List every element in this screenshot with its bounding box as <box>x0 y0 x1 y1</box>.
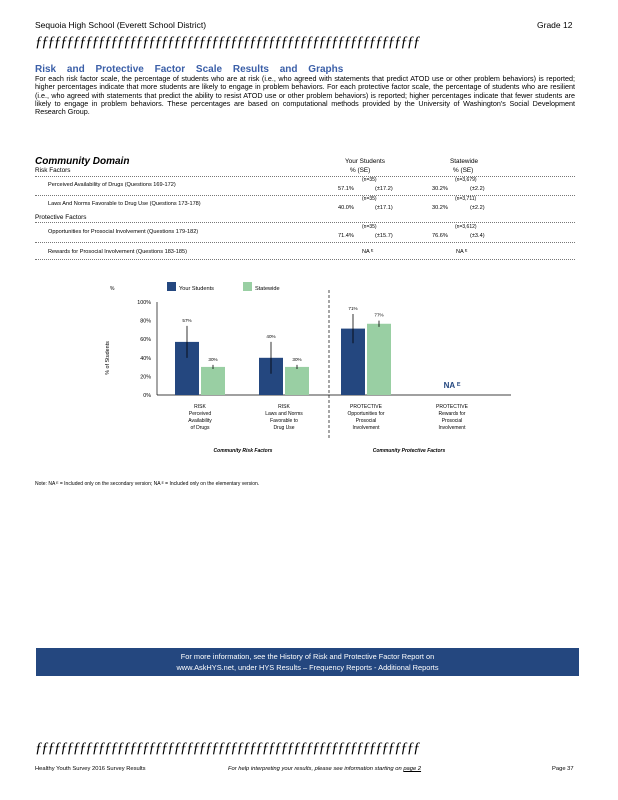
group-label-risk: Community Risk Factors <box>213 448 273 454</box>
legend-swatch-statewide <box>243 282 252 291</box>
category-label: RISK <box>278 404 290 410</box>
row-pct-students: 57.1% <box>338 186 354 192</box>
more-info-line2: www.AskHYS.net, under HYS Results – Frequency Reports - Additional Reports <box>176 663 439 672</box>
table-divider <box>35 176 575 177</box>
row-n-statewide: (n=3,612) <box>455 224 477 230</box>
y-tick-label: 80% <box>140 318 151 325</box>
row-se-statewide: (±2.2) <box>470 205 485 211</box>
table-divider <box>35 259 575 260</box>
category-label: Opportunities for <box>347 411 385 417</box>
bar-statewide-0 <box>201 367 225 395</box>
value-label-students-1: 40% <box>266 333 276 339</box>
col-header-statewide: Statewide <box>450 158 479 165</box>
bar-chart <box>95 278 515 458</box>
group-label-protective: Community Protective Factors <box>372 448 446 454</box>
col-header-students: Your Students <box>345 158 385 165</box>
category-label: Laws and Norms <box>265 411 303 417</box>
category-label: RISK <box>194 404 206 410</box>
row-n-students: (n=35) <box>362 196 377 202</box>
row-label: Perceived Availability of Drugs (Questions 169-172) <box>48 182 176 188</box>
row-se-students: (±15.7) <box>375 233 393 239</box>
y-axis-unit: % <box>110 286 115 292</box>
row-na-students: NA ᴱ <box>362 249 374 255</box>
help-text <box>228 766 421 772</box>
y-tick-label: 20% <box>140 374 151 381</box>
table-divider <box>35 242 575 243</box>
bar-statewide-2 <box>367 324 391 395</box>
page-number: Page 37 <box>552 766 574 772</box>
y-tick-label: 60% <box>140 337 151 344</box>
category-label: Favorable to <box>270 418 298 424</box>
category-label: of Drugs <box>190 425 210 431</box>
category-label: Perceived <box>188 411 212 417</box>
row-se-statewide: (±3.4) <box>470 233 485 239</box>
y-axis-label: % of Students <box>105 341 111 375</box>
footnote: Note: NA ᴱ = Included only on the secondary version; NA ᴱ = Included only on the elementary version. <box>35 481 260 487</box>
row-label: Laws And Norms Favorable to Drug Use (Questions 173-178) <box>48 201 201 207</box>
protective-factors-heading: Protective Factors <box>35 214 87 221</box>
na-label: NA ᴱ <box>443 381 461 390</box>
survey-name: Healthy Youth Survey 2016 Survey Results <box>35 766 146 772</box>
row-pct-students: 40.0% <box>338 205 354 211</box>
risk-factors-heading: Risk Factors <box>35 167 71 174</box>
more-info-line1: For more information, see the History of Risk and Protective Factor Report on <box>180 652 435 661</box>
row-se-students: (±17.2) <box>375 186 393 192</box>
row-n-students: (n=35) <box>362 224 377 230</box>
decorative-divider-top: ƒƒƒƒƒƒƒƒƒƒƒƒƒƒƒƒƒƒƒƒƒƒƒƒƒƒƒƒƒƒƒƒƒƒƒƒƒƒƒƒƒƒƒƒƒƒƒƒƒƒƒƒƒƒƒƒƒƒƒƒƒ <box>35 34 420 50</box>
col-pct-students: % (SE) <box>350 167 371 174</box>
bar-statewide-1 <box>285 367 309 395</box>
category-label: Involvement <box>438 425 466 431</box>
school-name: Sequoia High School (Everett School District) <box>35 20 207 30</box>
table-divider <box>35 222 575 223</box>
row-pct-statewide: 30.2% <box>432 186 448 192</box>
legend-swatch-students <box>167 282 176 291</box>
help-text-body: For help interpreting your results, please see information starting on <box>228 766 402 772</box>
category-label: Prosocial <box>441 418 463 424</box>
value-label-statewide-1: 30% <box>292 356 302 362</box>
value-label-students-2: 71% <box>348 305 358 311</box>
grade-label: Grade 12 <box>537 20 573 30</box>
row-se-students: (±17.1) <box>375 205 393 211</box>
y-tick-label: 0% <box>143 393 151 399</box>
row-pct-statewide: 30.2% <box>432 205 448 211</box>
value-label-statewide-0: 30% <box>208 356 218 362</box>
row-se-statewide: (±2.2) <box>470 186 485 192</box>
page-link[interactable]: page 2 <box>403 766 422 772</box>
row-pct-statewide: 76.6% <box>432 233 448 239</box>
category-label: Drug Use <box>273 425 295 431</box>
row-na-statewide: NA ᴱ <box>456 249 468 255</box>
row-pct-students: 71.4% <box>338 233 354 239</box>
category-label: Prosocial <box>355 418 377 424</box>
y-tick-label: 40% <box>140 355 151 362</box>
row-n-students: (n=35) <box>362 177 377 183</box>
row-label: Opportunities for Prosocial Involvement (Questions 179-182) <box>48 229 199 235</box>
row-n-statewide: (n=3,711) <box>455 196 477 202</box>
more-info-banner <box>36 648 579 676</box>
category-label: Involvement <box>352 425 380 431</box>
category-label: PROTECTIVE <box>436 404 468 410</box>
y-tick-label: 100% <box>137 300 151 306</box>
category-label: Availability <box>188 418 212 424</box>
value-label-students-0: 57% <box>182 317 192 323</box>
section-title: Risk and Protective Factor Scale Results and Graphs <box>35 64 344 75</box>
domain-title: Community Domain <box>35 156 130 167</box>
decorative-divider-bottom: ƒƒƒƒƒƒƒƒƒƒƒƒƒƒƒƒƒƒƒƒƒƒƒƒƒƒƒƒƒƒƒƒƒƒƒƒƒƒƒƒƒƒƒƒƒƒƒƒƒƒƒƒƒƒƒƒƒƒƒƒƒ <box>35 740 420 756</box>
value-label-statewide-2: 77% <box>374 312 384 318</box>
legend-label-students: Your Students <box>179 286 214 292</box>
row-label: Rewards for Prosocial Involvement (Questions 183-185) <box>48 249 187 255</box>
row-n-statewide: (n=3,679) <box>455 177 477 183</box>
category-label: Rewards for <box>438 411 466 417</box>
category-label: PROTECTIVE <box>350 404 382 410</box>
table-divider <box>35 195 575 196</box>
legend-label-statewide: Statewide <box>255 286 280 292</box>
intro-paragraph: For each risk factor scale, the percentage of students who are at risk (i.e., who agreed with statements that predict ATOD use or other problem behaviors) is reported; higher percentages indicate that more students are likely to engage in problem behaviors. For each protective factor scale, the percentage of students who are resilient (i.e., who agreed with statements that predict the ability to resist ATOD use or other problem behaviors) is reported; higher percentages indicate that fewer students are likely to engage in problem behaviors. These percentages are based on computational methods provided by the University of Washington's Social Development Research Group. <box>35 74 575 117</box>
col-pct-statewide: % (SE) <box>453 167 474 174</box>
